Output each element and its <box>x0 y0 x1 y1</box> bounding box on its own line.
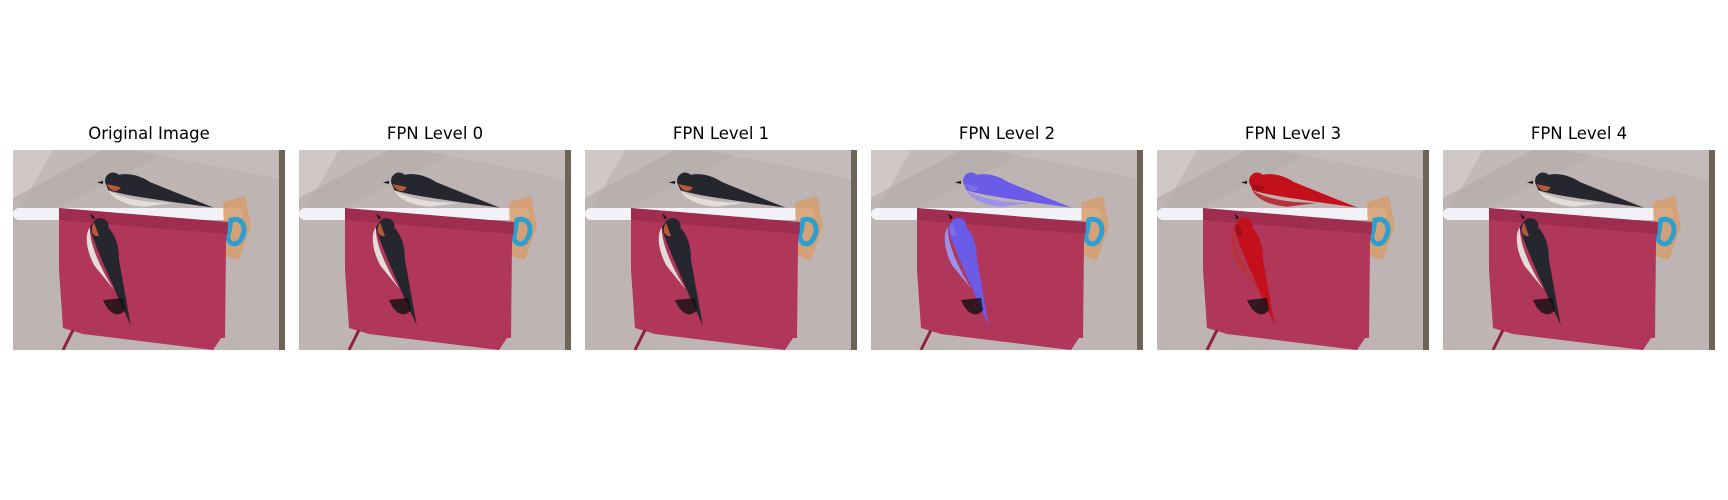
panel-fpn-level-3 <box>1157 124 1429 144</box>
bird-photo <box>1443 150 1715 350</box>
panel-title: FPN Level 3 <box>1244 124 1342 143</box>
frame-edge <box>279 150 285 350</box>
panel-title: Original Image <box>88 124 210 143</box>
panel-title: FPN Level 4 <box>1530 124 1628 143</box>
panel-title: FPN Level 0 <box>386 124 484 143</box>
frame-edge <box>565 150 571 350</box>
panel-fpn-level-0 <box>299 124 571 144</box>
panel-fpn-level-2 <box>871 124 1143 144</box>
frame-edge <box>851 150 857 350</box>
bird-photo <box>299 150 571 350</box>
panel-fpn-level-1 <box>585 124 857 144</box>
bird-photo <box>871 150 1143 350</box>
frame-edge <box>1423 150 1429 350</box>
panel-fpn-level-4 <box>1443 124 1715 144</box>
panel-title: FPN Level 2 <box>958 124 1056 143</box>
panel-title: FPN Level 1 <box>672 124 770 143</box>
frame-edge <box>1709 150 1715 350</box>
bird-photo <box>1157 150 1429 350</box>
bird-photo <box>13 150 285 350</box>
bird-photo <box>585 150 857 350</box>
panel-original <box>13 124 285 144</box>
frame-edge <box>1137 150 1143 350</box>
